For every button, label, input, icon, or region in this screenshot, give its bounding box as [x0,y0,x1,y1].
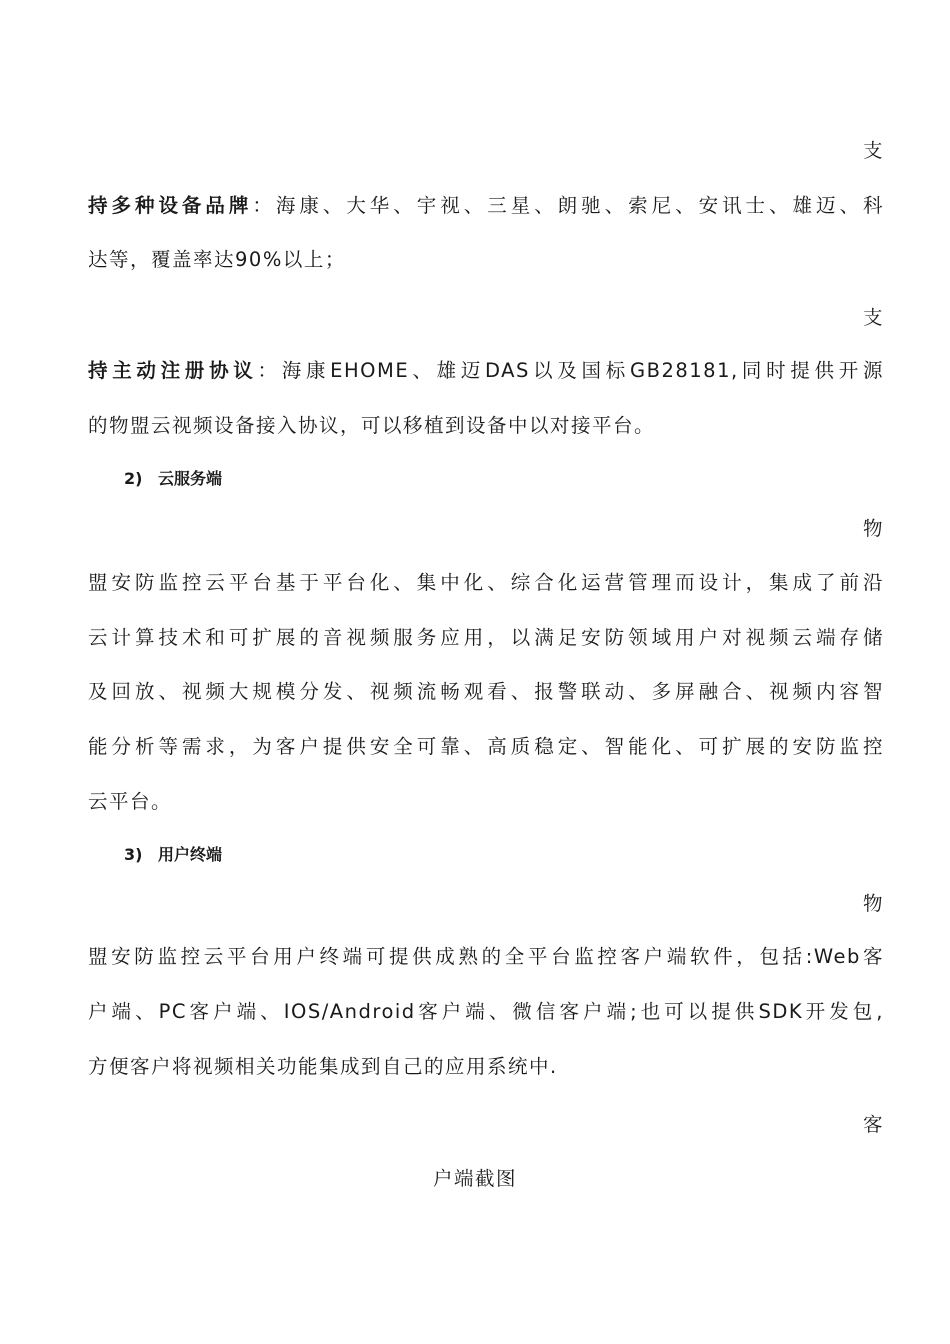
para2-line-2: 的物盟云视频设备接入协议，可以移植到设备中以对接平台。 [88,414,656,437]
section3-line-2: 户端、PC客户端、IOS/Android客户端、微信客户端;也可以提供SDK开发包, [88,1000,884,1023]
section3-number: 3) [124,845,143,864]
caption-lead-char: 客 [862,1113,884,1136]
para2-line1-text: ：海康EHOME、雄迈DAS以及国标GB28181,同时提供开源 [257,359,884,382]
para1-lead-char: 支 [862,139,884,162]
para1-title: 持多种设备品牌 [88,194,253,217]
section2-title: 云服务端 [158,469,223,488]
section2-line-5: 云平台。 [88,790,173,813]
figure-caption: 户端截图 [432,1167,517,1190]
section2-line-4: 能分析等需求，为客户提供安全可靠、高质稳定、智能化、可扩展的安防监控 [88,735,884,758]
section3-line-3: 方便客户将视频相关功能集成到自己的应用系统中. [88,1055,558,1078]
section2-lead-char: 物 [862,517,884,540]
section3-lead-char: 物 [862,892,884,915]
para2-lead-char: 支 [862,306,884,329]
section2-heading [124,467,222,491]
para2-title: 持主动注册协议 [88,359,258,382]
section2-line-2: 云计算技术和可扩展的音视频服务应用，以满足安防领域用户对视频云端存储 [88,626,884,649]
section3-title: 用户终端 [158,845,223,864]
section2-line-3: 及回放、视频大规模分发、视频流畅观看、报警联动、多屏融合、视频内容智 [88,680,884,703]
section3-line-1: 盟安防监控云平台用户终端可提供成熟的全平台监控客户端软件，包括:Web客 [88,945,884,968]
para1-line1-text: ：海康、大华、宇视、三星、朗驰、索尼、安讯士、雄迈、科 [252,194,884,217]
para1-line-1 [88,192,884,220]
section2-line-1: 盟安防监控云平台基于平台化、集中化、综合化运营管理而设计，集成了前沿 [88,571,884,594]
para1-line-2: 达等，覆盖率达90%以上； [88,248,346,271]
section3-heading [124,843,222,867]
section2-number: 2) [124,469,143,488]
para2-line-1 [88,357,884,385]
